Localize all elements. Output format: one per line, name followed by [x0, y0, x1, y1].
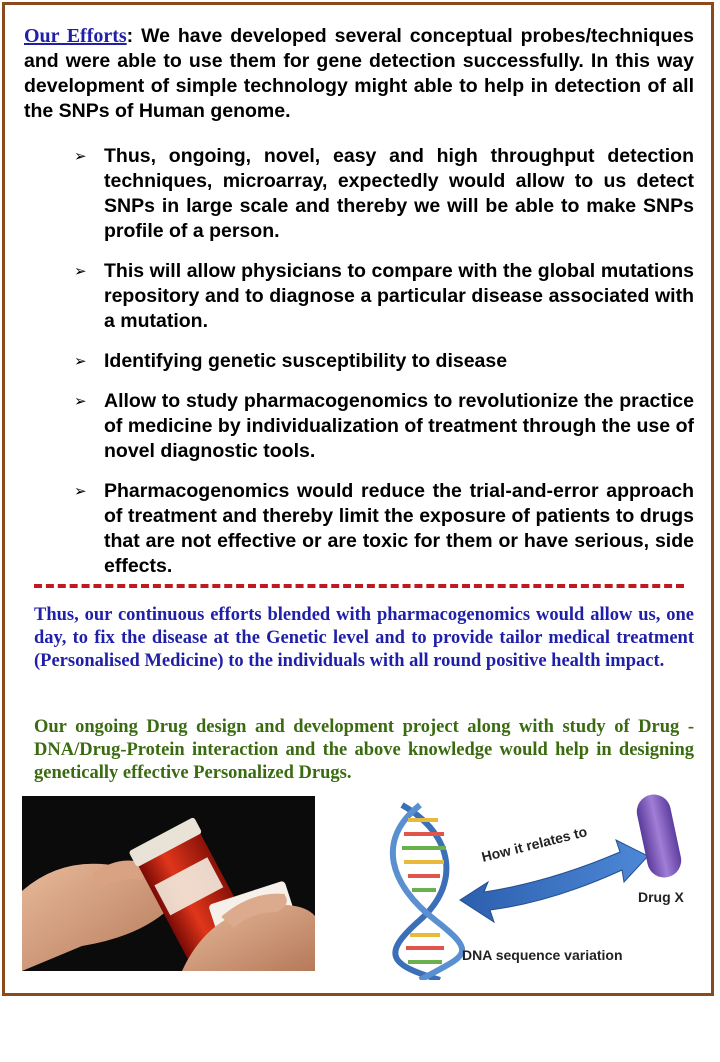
intro-paragraph	[24, 24, 694, 124]
list-item	[74, 389, 694, 464]
bullet-text: This will allow physicians to compare with the global mutations repository and to diagnose a particular disease associated with a mutation.	[104, 260, 694, 332]
drug-x-label: Drug X	[638, 889, 684, 905]
dashed-separator	[34, 584, 684, 588]
dna-sequence-variation-label: DNA sequence variation	[462, 947, 623, 963]
arrow-bullet-icon: ➢	[74, 263, 87, 280]
bullet-text: Thus, ongoing, novel, easy and high throughput detection techniques, microarray, expectedly would allow to us detect SNPs in large scale and thereby we will be able to make SNPs profile of a person.	[104, 145, 694, 242]
hands-pill-bottle-photo	[22, 796, 315, 971]
intro-text: We have developed several conceptual probes/techniques and were able to use them for gene detection successfully. In this way development of simple technology might able to help in detection of all the SNPs of Human genome.	[24, 25, 694, 122]
arrow-bullet-icon: ➢	[74, 148, 87, 165]
bullet-text: Allow to study pharmacogenomics to revolutionize the practice of medicine by individualization of treatment through the use of novel diagnostic tools.	[104, 390, 694, 462]
dna-drug-diagram	[380, 790, 710, 980]
how-it-relates-label: How it relates to	[479, 823, 589, 865]
list-item	[74, 259, 694, 334]
arrow-bullet-icon: ➢	[74, 483, 87, 500]
list-item	[74, 349, 694, 374]
list-item	[74, 144, 694, 244]
diagram-labels	[380, 790, 710, 980]
bullet-text: Identifying genetic susceptibility to disease	[104, 350, 508, 372]
arrow-bullet-icon: ➢	[74, 393, 87, 410]
personalised-medicine-paragraph: Thus, our continuous efforts blended with pharmacogenomics would allow us, one day, to fix the disease at the Genetic level and to provide tailor medical treatment (Personalised Medicine) to the individuals with all round positive health impact.	[34, 605, 694, 671]
arrow-bullet-icon: ➢	[74, 353, 87, 370]
photo-illustration	[22, 796, 315, 971]
heading-colon: :	[126, 25, 134, 47]
list-item	[74, 479, 694, 579]
bullet-list	[74, 144, 694, 594]
bullet-text: Pharmacogenomics would reduce the trial-and-error approach of treatment and thereby limit the exposure of patients to drugs that are not effective or are toxic for them or have serious, side effects.	[104, 480, 694, 577]
our-efforts-heading: Our Efforts	[24, 25, 127, 47]
drug-design-paragraph: Our ongoing Drug design and development project along with study of Drug -DNA/Drug-Protein interaction and the above knowledge would help in designing genetically effective Personalized Drugs.	[34, 717, 694, 783]
